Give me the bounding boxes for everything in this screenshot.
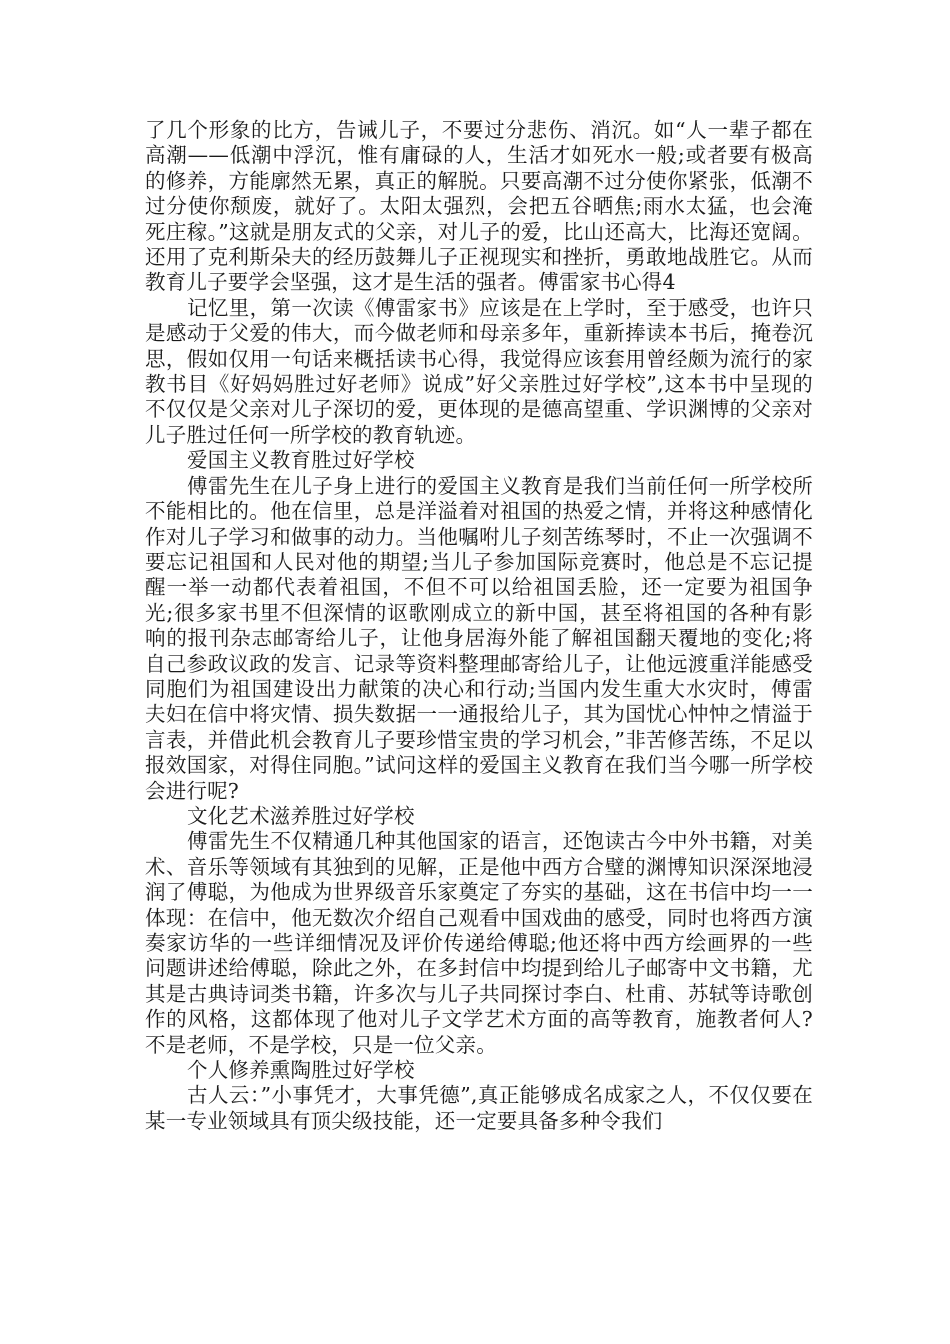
- paragraph-patriotism: 傅雷先生在儿子身上进行的爱国主义教育是我们当前任何一所学校所不能相比的。他在信里，总是洋溢着对祖国的热爱之情，并将这种感情化作对儿子学习和做事的动力。当他嘱咐儿子刻苦练琴时，不止一次强调不要忘记祖国和人民对他的期望;当儿子参加国际竞赛时，他总是不忘记提醒一举一动都代表着祖国，不但不可以给祖国丢脸，还一定要为祖国争光;很多家书里不但深情的讴歌刚成立的新中国，甚至将祖国的各种有影响的报刊杂志邮寄给儿子，让他身居海外能了解祖国翻天覆地的变化;将自己参政议政的发言、记录等资料整理邮寄给儿子，让他远渡重洋能感受同胞们为祖国建设出力献策的决心和行动;当国内发生重大水灾时，傅雷夫妇在信中将灾情、损失数据一一通报给儿子，其为国忧心忡忡之情溢于言表，并借此机会教育儿子要珍惜宝贵的学习机会，”非苦修苦练，不足以报效国家，对得住同胞。”试问这样的爱国主义教育在我们当今哪一所学校会进行呢?: [145, 473, 813, 803]
- paragraph-intro-continuation: 了几个形象的比方，告诫儿子，不要过分悲伤、消沉。如“人一辈子都在高潮——低潮中浮沉，惟有庸碌的人，生活才如死水一般;或者要有极高的修养，方能廓然无累，真正的解脱。只要高潮不过分使你紧张，低潮不过分使你颓废，就好了。太阳太强烈，会把五谷晒焦;雨水太猛，也会淹死庄稼。”这就是朋友式的父亲，对儿子的爱，比山还高大，比海还宽阔。还用了克利斯朵夫的经历鼓舞儿子正视现实和挫折，勇敢地战胜它。从而教育儿子要学会坚强，这才是生活的强者。傅雷家书心得4: [145, 118, 813, 295]
- paragraph-self-cultivation: 古人云：”小事凭才，大事凭德”,真正能够成名成家之人，不仅仅要在某一专业领域具有顶尖级技能，还一定要具备多种令我们: [145, 1083, 813, 1133]
- paragraph-culture-art: 傅雷先生不仅精通几种其他国家的语言，还饱读古今中外书籍，对美术、音乐等领域有其独到的见解，正是他中西方合璧的渊博知识深深地浸润了傅聪，为他成为世界级音乐家奠定了夯实的基础，这在书信中均一一体现：在信中，他无数次介绍自己观看中国戏曲的感受，同时也将西方演奏家访华的一些详细情况及评价传递给傅聪;他还将中西方绘画界的一些问题讲述给傅聪，除此之外，在多封信中均提到给儿子邮寄中文书籍，尤其是古典诗词类书籍，许多次与儿子共同探讨李白、杜甫、苏轼等诗歌创作的风格，这都体现了他对儿子文学艺术方面的高等教育，施教者何人?不是老师，不是学校，只是一位父亲。: [145, 829, 813, 1057]
- section-heading-self-cultivation: 个人修养熏陶胜过好学校: [187, 1058, 415, 1083]
- paragraph-memory: 记忆里，第一次读《傅雷家书》应该是在上学时，至于感受，也许只是感动于父爱的伟大，而今做老师和母亲多年，重新捧读本书后，掩卷沉思，假如仅用一句话来概括读书心得，我觉得应该套用曾经颇为流行的家教书目《好妈妈胜过好老师》说成”好父亲胜过好学校”,这本书中呈现的不仅仅是父亲对儿子深切的爱，更体现的是德高望重、学识渊博的父亲对儿子胜过任何一所学校的教育轨迹。: [145, 295, 813, 447]
- section-heading-patriotism: 爱国主义教育胜过好学校: [187, 448, 415, 473]
- document-body: [145, 118, 813, 1134]
- section-heading-culture-art: 文化艺术滋养胜过好学校: [187, 803, 415, 828]
